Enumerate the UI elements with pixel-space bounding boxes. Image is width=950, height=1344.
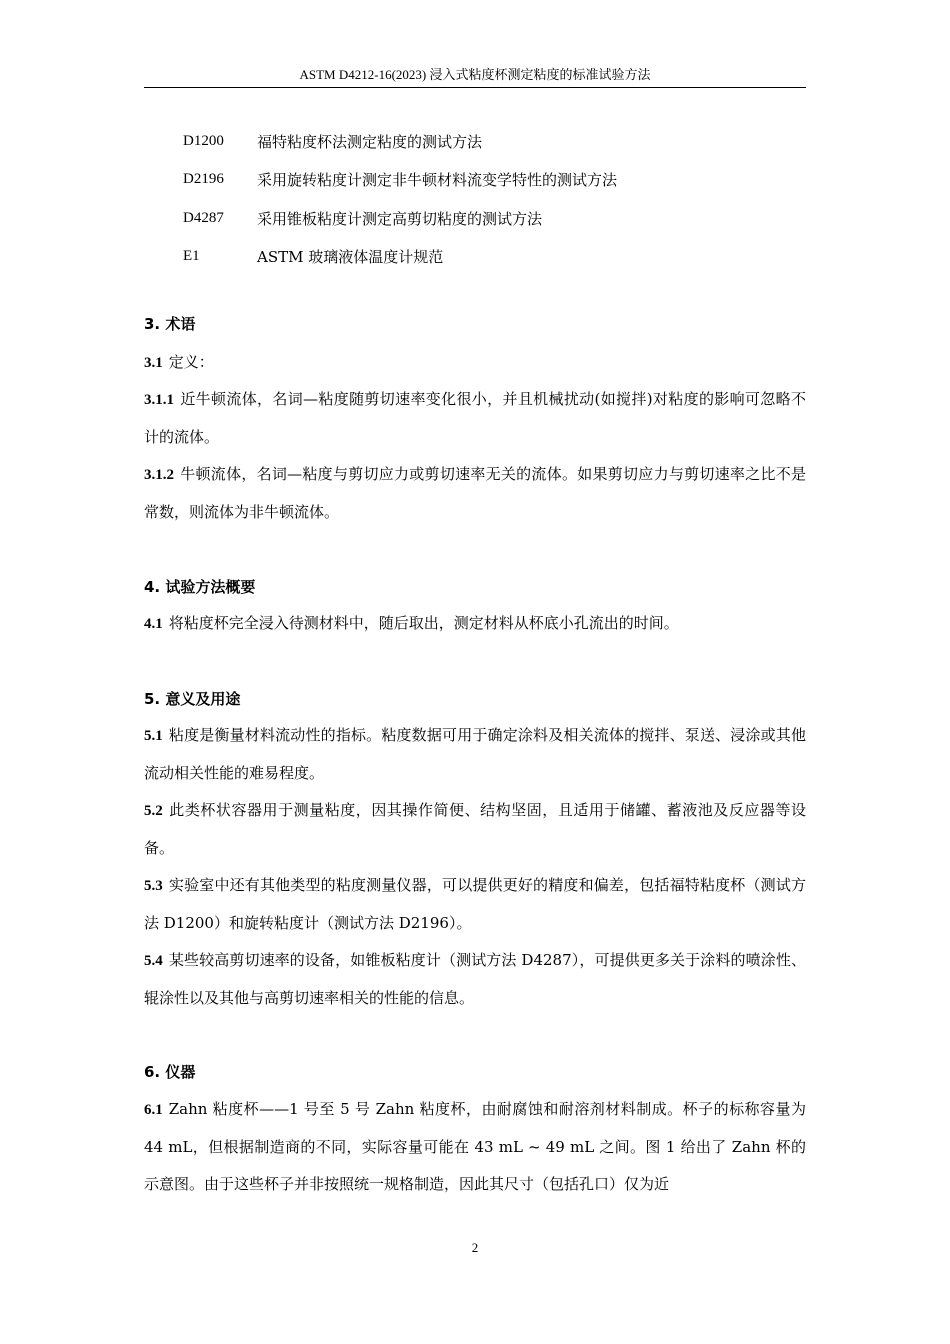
page-number: 2 (471, 1240, 479, 1255)
clause-number: 5.4 (144, 953, 163, 969)
reference-item (183, 199, 617, 238)
reference-item (183, 122, 617, 161)
clause-text: 近牛顿流体，名词—粘度随剪切速率变化很小，并且机械扰动(如搅拌)对粘度的影响可忽略不计的流体。 (144, 390, 806, 446)
running-header: ASTM D4212-16(2023) 浸入式粘度杯测定粘度的标准试验方法 (299, 67, 651, 82)
section-3-title: 3. 术语 (144, 315, 196, 333)
reference-code: D4287 (183, 209, 224, 226)
paragraph-5-1 (144, 717, 806, 792)
reference-title: 福特粘度杯法测定粘度的测试方法 (257, 132, 483, 151)
paragraph-6-1 (144, 1091, 806, 1203)
clause-text: 实验室中还有其他类型的粘度测量仪器，可以提供更好的精度和偏差，包括福特粘度杯（测试方法 D1200）和旋转粘度计（测试方法 D2196）。 (144, 876, 806, 932)
reference-code: D2196 (183, 171, 224, 188)
clause-number: 3.1.2 (144, 467, 174, 483)
paragraph-3-1 (144, 344, 806, 382)
reference-item (183, 161, 617, 200)
paragraph-5-3 (144, 867, 806, 942)
reference-title: 采用锥板粘度计测定高剪切粘度的测试方法 (257, 209, 543, 228)
section-6-title: 6. 仪器 (144, 1063, 196, 1081)
reference-item (183, 238, 617, 277)
clause-text: 某些较高剪切速率的设备，如锥板粘度计（测试方法 D4287），可提供更多关于涂料的喷涂性、辊涂性以及其他与高剪切速率相关的性能的信息。 (144, 951, 806, 1007)
clause-text: 此类杯状容器用于测量粘度，因其操作简便、结构坚固，且适用于储罐、蓄液池及反应器等设备。 (144, 801, 806, 857)
clause-text: 将粘度杯完全浸入待测材料中，随后取出，测定材料从杯底小孔流出的时间。 (168, 614, 679, 632)
header-rule (144, 87, 806, 88)
clause-text: Zahn 粘度杯——1 号至 5 号 Zahn 粘度杯，由耐腐蚀和耐溶剂材料制成。杯子的标称容量为 44 mL，但根据制造商的不同，实际容量可能在 43 mL ~ 49 mL 之间。图 1 给出了 Zahn 杯的示意图。由于这些杯子并非按照统一规格制造，因此其尺寸（包括孔口）仅为近 (144, 1100, 806, 1193)
paragraph-3-1-2 (144, 456, 806, 531)
clause-number: 5.1 (144, 728, 163, 744)
paragraph-3-1-1 (144, 381, 806, 456)
paragraph-5-2 (144, 792, 806, 867)
clause-number: 3.1 (144, 355, 163, 371)
clause-number: 5.3 (144, 878, 163, 894)
section-5-title: 5. 意义及用途 (144, 690, 241, 708)
clause-number: 6.1 (144, 1102, 163, 1118)
reference-title: 采用旋转粘度计测定非牛顿材料流变学特性的测试方法 (257, 171, 618, 190)
clause-number: 3.1.1 (144, 392, 174, 408)
clause-text: 牛顿流体，名词—粘度与剪切应力或剪切速率无关的流体。如果剪切应力与剪切速率之比不是常数，则流体为非牛顿流体。 (144, 465, 806, 521)
paragraph-5-4 (144, 942, 806, 1017)
reference-title: ASTM 玻璃液体温度计规范 (257, 248, 444, 267)
clause-number: 4.1 (144, 616, 163, 632)
paragraph-4-1 (144, 605, 806, 643)
reference-code: D1200 (183, 132, 224, 149)
clause-text: 粘度是衡量材料流动性的指标。粘度数据可用于确定涂料及相关流体的搅拌、泵送、浸涂或其他流动相关性能的难易程度。 (144, 726, 806, 782)
clause-number: 5.2 (144, 803, 163, 819)
section-4-title: 4. 试验方法概要 (144, 578, 256, 596)
reference-code: E1 (183, 248, 200, 265)
reference-list (183, 122, 617, 276)
clause-text: 定义： (168, 353, 214, 371)
